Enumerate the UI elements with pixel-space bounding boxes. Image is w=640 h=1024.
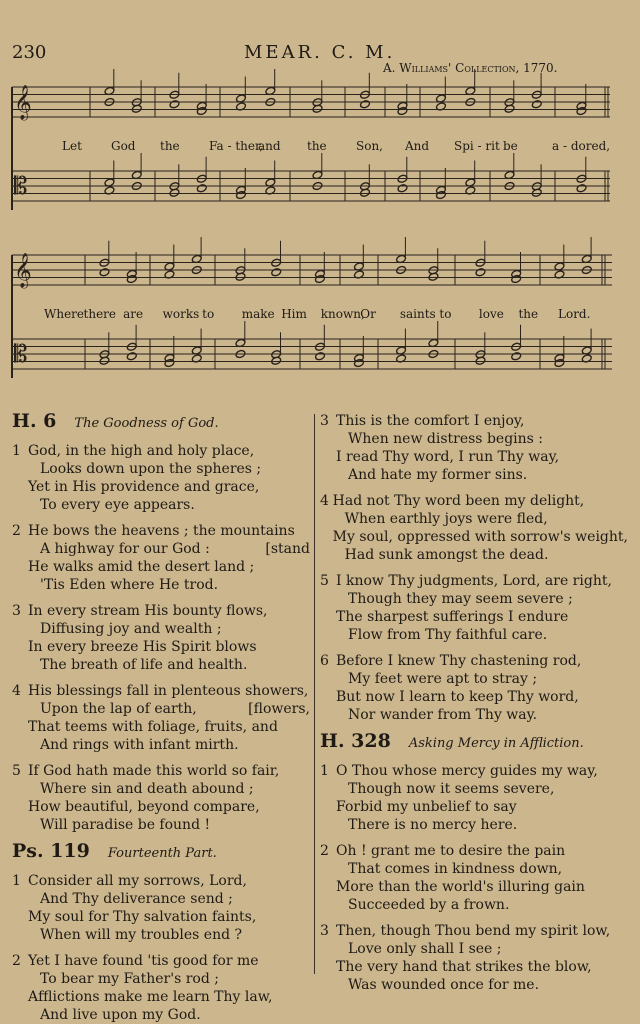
verse-line: My soul for Thy salvation faints, (28, 909, 257, 925)
hymn-number: H. 328 (320, 730, 391, 752)
verse-turnover: [flowers, (248, 701, 310, 717)
verse-line: My feet were apt to stray ; (348, 671, 538, 687)
hymn-number: Ps. 119 (12, 840, 90, 862)
lyric-word: God (111, 139, 136, 153)
verse-line: The breath of life and health. (40, 657, 248, 673)
stanza-number: 2 (320, 843, 329, 859)
lyric-word: works (162, 307, 200, 321)
note-head (397, 184, 408, 193)
lyric-word: love (478, 307, 504, 321)
lyric-word: be (503, 139, 518, 153)
verse-line: Succeeded by a frown. (348, 897, 510, 913)
stanza (12, 872, 310, 944)
stanza-number: 5 (320, 573, 329, 589)
stanza-number: 3 (320, 923, 329, 939)
lyric-word: the (307, 139, 327, 153)
lyric-word: known, (320, 307, 365, 321)
lyric-word: Fa - ther, (209, 139, 264, 153)
treble-clef: 𝄞 (14, 253, 32, 288)
note-head (196, 184, 207, 193)
verse-line: Though they may seem severe ; (348, 591, 573, 607)
stanza-number: 4 (320, 493, 329, 509)
hymn-subtitle: Fourteenth Part. (107, 846, 217, 861)
verse-line: To every eye appears. (40, 497, 195, 513)
verse-turnover: [stand (265, 541, 310, 557)
verse-line: But now I learn to keep Thy word, (336, 689, 579, 705)
lyric-word: Lord. (558, 307, 591, 321)
lyric-word: And (405, 139, 430, 153)
lyric-word: the (160, 139, 180, 153)
note-head (475, 268, 486, 277)
verse-line: There is no mercy here. (348, 817, 518, 833)
verse-line: My soul, oppressed with sorrow's weight, (332, 529, 628, 545)
verse-line: Consider all my sorrows, Lord, (28, 873, 247, 889)
verse-line: In every breeze His Spirit blows (28, 639, 257, 655)
verse-line: His blessings fall in plenteous showers, (28, 683, 309, 699)
stanza-number: 3 (320, 413, 329, 429)
music-score (0, 0, 640, 400)
verse-line: How beautiful, beyond compare, (28, 799, 260, 815)
verse-line: And rings with infant mirth. (40, 737, 239, 753)
lyric-word: to (202, 307, 215, 321)
verse-line: Where sin and death abound ; (40, 781, 254, 797)
stanza-number: 1 (320, 763, 329, 779)
verse-line: The very hand that strikes the blow, (336, 959, 592, 975)
verse-line: Oh ! grant me to desire the pain (336, 843, 566, 859)
note-head (169, 100, 180, 109)
stanza-number: 1 (12, 873, 21, 889)
lyric-word: the (518, 307, 539, 321)
verse-line: When earthly joys were fled, (344, 511, 548, 527)
verse-line: When will my troubles end ? (40, 927, 243, 943)
note-head (576, 184, 587, 193)
verse-line: Before I knew Thy chastening rod, (336, 653, 582, 669)
verse-fragment: A highway for our God : (40, 541, 210, 557)
stanza (320, 922, 628, 994)
note-head (315, 352, 326, 361)
verse-line: Yet in His providence and grace, (28, 479, 260, 495)
hymn-number: H. 6 (12, 410, 57, 432)
verse-line: More than the world's illuring gain (336, 879, 585, 895)
verse-line: O Thou whose mercy guides my way, (336, 763, 598, 779)
stanza (320, 652, 628, 724)
alto-clef: 𝄡 (14, 340, 28, 368)
verse-line: Had not Thy word been my delight, (332, 493, 585, 509)
verse-line: Forbid my unbelief to say (336, 799, 517, 815)
verse-line: That teems with foliage, fruits, and (28, 719, 278, 735)
verse-line: And hate my former sins. (348, 467, 528, 483)
stanza (320, 762, 628, 834)
lyric-word: Spi - rit (454, 139, 500, 153)
note-head (360, 100, 371, 109)
hymn-subtitle: Asking Mercy in Affliction. (408, 736, 584, 751)
stanza-number: 1 (12, 443, 21, 459)
stanza (320, 842, 628, 914)
tune-attribution: A. Williams' Collection, 1770. (383, 61, 558, 75)
verse-line: And live upon my God. (40, 1007, 201, 1023)
left-column (12, 410, 310, 1024)
verse-line: Yet I have found 'tis good for me (28, 953, 259, 969)
note-head (99, 268, 110, 277)
lyric-word: there (83, 307, 117, 321)
lyric-word: Him (281, 307, 307, 321)
lyric-word: Son, (356, 139, 383, 153)
stanza (320, 412, 628, 484)
verse-line: I read Thy word, I run Thy way, (336, 449, 560, 465)
verse-line: In every stream His bounty flows, (28, 603, 268, 619)
hymn-subtitle: The Goodness of God. (74, 416, 219, 431)
verse-line: Afflictions make me learn Thy law, (28, 989, 273, 1005)
hymn-heading (12, 410, 310, 438)
stanza-number: 6 (320, 653, 329, 669)
verse-line: 'Tis Eden where He trod. (40, 577, 219, 593)
stanza (12, 682, 310, 754)
verse-line: Though now it seems severe, (348, 781, 555, 797)
stanza-number: 2 (12, 523, 21, 539)
verse-line: Flow from Thy faithful care. (348, 627, 548, 643)
lyric-word: Or (360, 307, 376, 321)
verse-line: Had sunk amongst the dead. (344, 547, 549, 563)
stanza (12, 522, 310, 594)
lyric-word: make (241, 307, 275, 321)
verse-line: Nor wander from Thy way. (348, 707, 538, 723)
verse-line: And Thy deliverance send ; (40, 891, 233, 907)
alto-clef: 𝄡 (14, 172, 28, 200)
verse-line: To bear my Father's rod ; (40, 971, 219, 987)
verse-fragment: Upon the lap of earth, (40, 701, 197, 717)
stanza (320, 572, 628, 644)
stanza-number: 2 (12, 953, 21, 969)
note-head (511, 352, 522, 361)
hymn-heading (320, 730, 628, 758)
stanza (320, 492, 628, 564)
note-head (271, 268, 282, 277)
lyric-word: Where (44, 307, 85, 321)
column-divider (314, 414, 315, 974)
verse-line (28, 540, 310, 558)
right-column (320, 410, 628, 994)
verse-line: He walks amid the desert land ; (28, 559, 255, 575)
lyric-word: to (439, 307, 452, 321)
verse-line: Was wounded once for me. (348, 977, 540, 993)
hymn-heading (12, 840, 310, 868)
verse-line: When new distress begins : (348, 431, 543, 447)
verse-line: Then, though Thou bend my spirit low, (336, 923, 611, 939)
verse-line: I know Thy judgments, Lord, are right, (336, 573, 612, 589)
stanza (12, 952, 310, 1024)
stanza-number: 3 (12, 603, 21, 619)
note-head (531, 100, 542, 109)
stanza-number: 5 (12, 763, 21, 779)
verse-line: Looks down upon the spheres ; (40, 461, 262, 477)
lyric-word: and (258, 139, 281, 153)
verse-line (28, 700, 310, 718)
verse-line: Diffusing joy and wealth ; (40, 621, 222, 637)
verse-line: The sharpest sufferings I endure (336, 609, 569, 625)
stanza-number: 4 (12, 683, 21, 699)
lyric-word: a - dored, (552, 139, 611, 153)
treble-clef: 𝄞 (14, 85, 32, 120)
stanza (12, 602, 310, 674)
note-head (126, 352, 137, 361)
page-number: 230 (12, 42, 47, 63)
verse-line: God, in the high and holy place, (28, 443, 255, 459)
stanza (12, 442, 310, 514)
verse-line: This is the comfort I enjoy, (336, 413, 525, 429)
verse-line: Love only shall I see ; (348, 941, 502, 957)
verse-line: That comes in kindness down, (348, 861, 563, 877)
lyric-word: saints (399, 307, 436, 321)
lyric-word: are (123, 307, 144, 321)
lyric-word: Let (62, 139, 82, 153)
stanza (12, 762, 310, 834)
tune-title: MEAR. C. M. (244, 42, 396, 63)
verse-line: Will paradise be found ! (40, 817, 211, 833)
verse-line: If God hath made this world so fair, (28, 763, 280, 779)
verse-line: He bows the heavens ; the mountains (28, 523, 295, 539)
